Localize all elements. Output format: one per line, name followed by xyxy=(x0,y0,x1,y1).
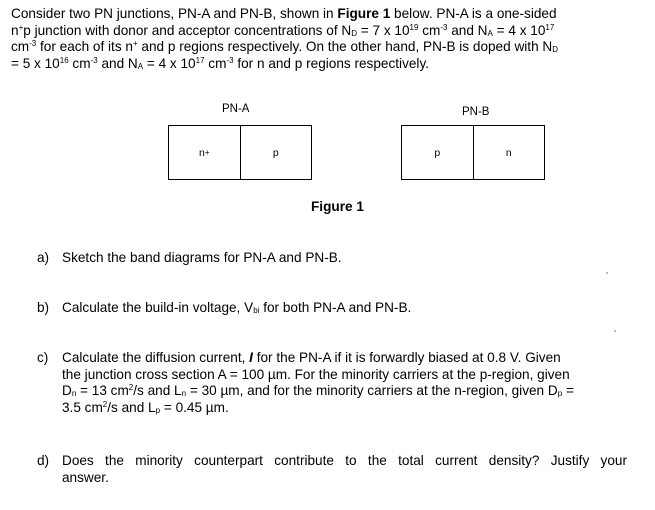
problem-intro xyxy=(11,6,643,72)
question-b-text: Calculate the build-in voltage, $V_{bi}$ for both PN-A and PN-B. xyxy=(62,300,412,315)
question-c-line-3: $D_n = 13$ $cm^2/s$ and $L_n = 30$ µm, and for the minority carriers at the n-region, given $D_p$ = xyxy=(62,383,574,398)
pn-a-p-region: p xyxy=(240,126,312,179)
question-b xyxy=(37,300,627,317)
pn-a-junction-diagram xyxy=(168,125,312,180)
intro-line-3: $cm^{-3}$ for each of its n+ and p regions respectively. On the other hand, PN-B is doped with $N_D$ xyxy=(11,39,559,54)
intro-line-4: = 5 x $10^{16}$ $cm^{-3}$ and $N_A = 4$ x $10^{17}$ $cm^{-3}$ for n and p regions respectively. xyxy=(11,55,430,71)
question-c-tag: c) xyxy=(37,350,49,365)
question-d xyxy=(37,453,627,486)
scan-speck xyxy=(614,330,616,332)
pn-b-label: PN-B xyxy=(462,106,490,118)
scan-speck xyxy=(606,272,608,274)
question-a-text: Sketch the band diagrams for PN-A and PN-B. xyxy=(62,250,342,265)
question-a-tag: a) xyxy=(37,250,50,265)
question-d-line-2: answer. xyxy=(62,469,109,485)
question-a xyxy=(37,250,627,267)
pn-b-n-region: n xyxy=(473,126,545,179)
pn-a-n-region: n + xyxy=(198,146,210,159)
figure-caption: Figure 1 xyxy=(311,199,364,214)
pn-b-p-region: p xyxy=(434,146,441,159)
intro-line-1: Consider two PN junctions, PN-A and PN-B, shown in Figure 1 below. PN-A is a one-sided xyxy=(11,6,557,21)
question-c-line-1: Calculate the diffusion current, I for the PN-A if it is forwardly biased at 0.8 V. Given xyxy=(62,350,561,365)
current-symbol: I xyxy=(249,350,253,365)
question-c-line-2: the junction cross section A = 100 µm. For the minority carriers at the p-region, given xyxy=(62,366,570,382)
question-c xyxy=(37,350,627,416)
question-d-tag: d) xyxy=(37,453,50,468)
figure-reference: Figure 1 xyxy=(337,6,391,21)
question-d-line-1: Does the minority counterpart contribute to the total current density? Justify your xyxy=(62,453,627,468)
pn-a-label: PN-A xyxy=(222,103,250,115)
question-c-line-4: 3.5 $cm^2/s$ and $L_p = 0.45$ µm. xyxy=(62,399,229,415)
question-b-tag: b) xyxy=(37,300,50,315)
pn-b-junction-diagram xyxy=(401,125,545,180)
intro-line-2: n+p junction with donor and acceptor concentrations of $N_D = 7$ x $10^{19}$ $cm^{-3}$ and $N_A = 4$ x $10^{17}$ xyxy=(11,22,555,38)
